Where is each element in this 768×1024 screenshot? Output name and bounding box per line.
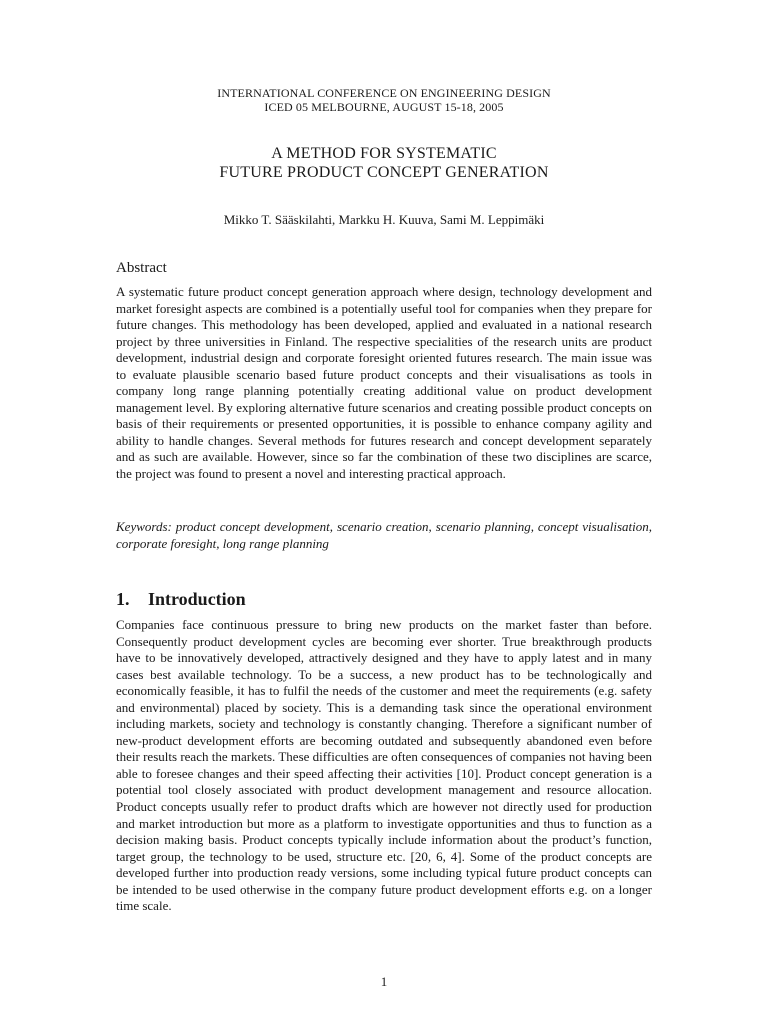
paper-title (0, 144, 768, 182)
conference-location-date: ICED 05 MELBOURNE, AUGUST 15-18, 2005 (264, 100, 504, 114)
introduction-body: Companies face continuous pressure to bring new products on the market faster than before. Consequently product development cycles are becoming ever shorter. True breakthrough products have to be innovatively developed, attractively designed and they have to apply latest and in many cases best available technology. To be a success, a new product has to be technologically and economically feasible, it has to fulfil the needs of the customer and meet the requirements (e.g. safety and environmental) placed by society. This is a demanding task since the operational environment including markets, society and technology is constantly changing. Therefore a significant number of new-product development efforts are becoming outdated and subsequently abandoned even before their results reach the markets. These difficulties are often consequences of companies not having been able to foresee changes and their speed affecting their activities [10]. Product concept generation is a potential tool closely associated with product development management and resource allocation. Product concepts usually refer to product drafts which are however not directly used for production and market introduction but more as a platform to investigate opportunities and thus to function as a decision making basis. Product concepts typically include information about the product’s function, target group, the technology to be used, structure etc. [20, 6, 4]. Some of the product concepts are developed further into production ready versions, some including typical future product concepts can be intended to be used otherwise in the company future product development efforts e.g. on a longer time scale. (116, 617, 652, 914)
conference-name: INTERNATIONAL CONFERENCE ON ENGINEERING DESIGN (217, 86, 551, 100)
paper-title-line-2: FUTURE PRODUCT CONCEPT GENERATION (219, 164, 549, 181)
paper-authors: Mikko T. Sääskilahti, Markku H. Kuuva, Sami M. Leppimäki (223, 212, 545, 227)
section-heading-introduction (116, 588, 246, 610)
section-title: Introduction (148, 589, 246, 609)
page-number: 1 (380, 974, 388, 989)
keywords: Keywords: product concept development, scenario creation, scenario planning, concept visualisation, corporate foresight, long range planning (116, 519, 652, 551)
section-number: 1. (116, 589, 130, 609)
conference-header (0, 86, 768, 114)
paper-title-line-1: A METHOD FOR SYSTEMATIC (271, 145, 497, 162)
abstract-heading: Abstract (116, 260, 167, 276)
abstract-body: A systematic future product concept generation approach where design, technology development and market foresight aspects are combined is a potentially useful tool for companies when they prepare for future changes. This methodology has been developed, applied and evaluated in a national research project by three universities in Finland. The respective specialities of the research units are product development, industrial design and corporate foresight oriented futures research. The main issue was to evaluate plausible scenario based future product concepts and their visualisations as tools in company long range planning potentially creating additional value on product development management level. By exploring alternative future scenarios and creating possible product concepts on basis of their requirements or presented opportunities, it is possible to enhance company agility and ability to handle changes. Several methods for futures research and concept development separately and as such are available. However, since so far the combination of these two disciplines are scarce, the project was found to present a novel and interesting practical approach. (116, 284, 652, 482)
